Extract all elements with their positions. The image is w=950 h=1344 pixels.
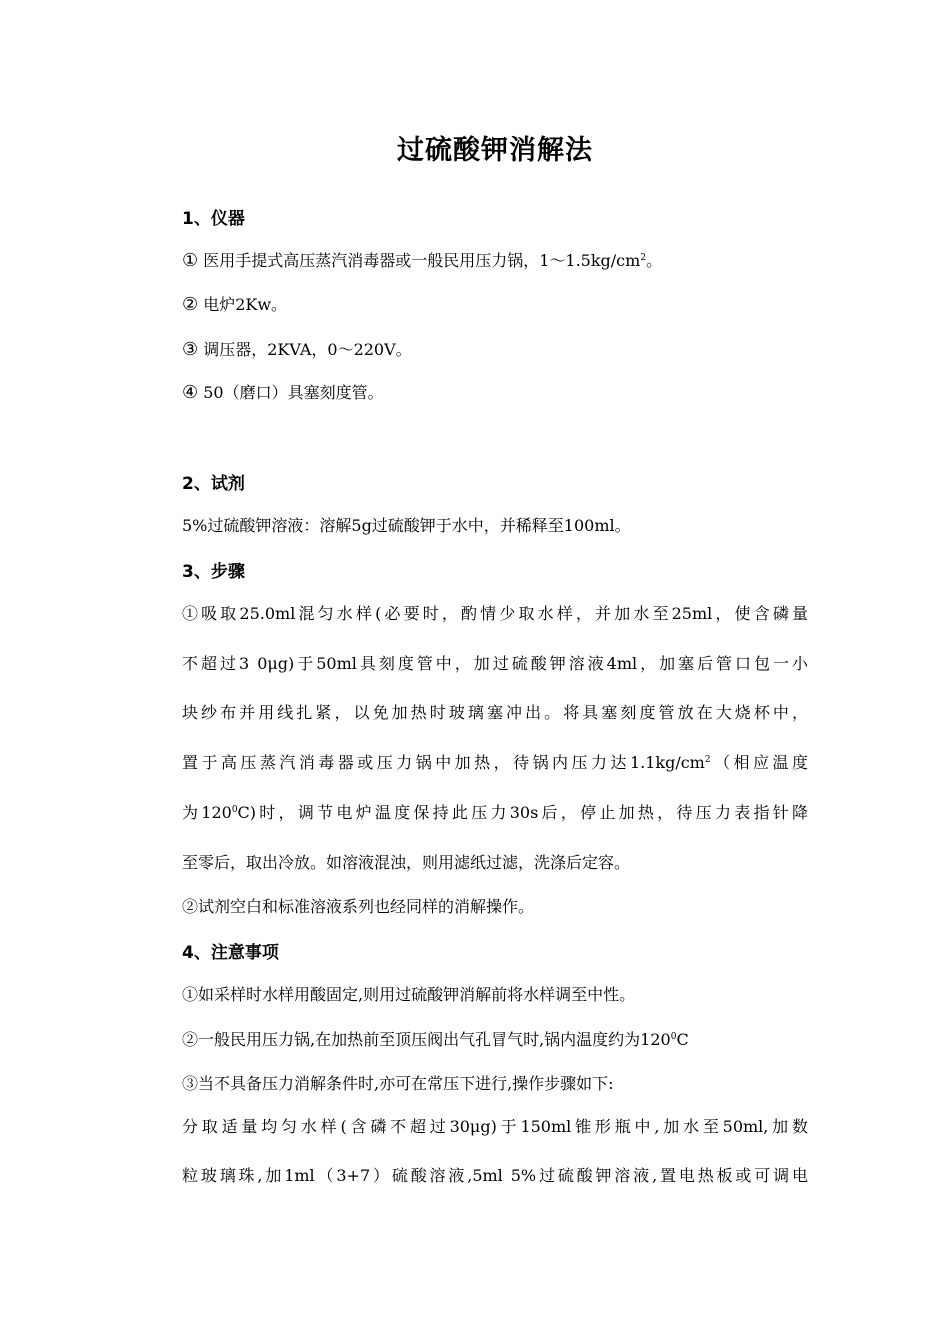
step-line-6: 至零后，取出冷放。如溶液混浊，则用滤纸过滤，洗涤后定容。	[182, 853, 631, 872]
superscript: 2	[704, 755, 711, 765]
step-line-1: ①吸取25.0ml混匀水样(必要时，酌情少取水样，并加水至25ml，使含磷量	[182, 604, 808, 623]
item-text: 医用手提式高压蒸汽消毒器或一般民用压力锅，1～1.5kg/cm	[198, 251, 641, 270]
item-text-tail: 。	[646, 251, 663, 270]
step-line-3: 块纱布并用线扎紧，以免加热时玻璃塞冲出。将具塞刻度管放在大烧杯中，	[182, 703, 808, 722]
item-number: ③	[182, 339, 199, 360]
item-text: 电炉2Kw。	[198, 295, 288, 314]
step-line-5	[182, 800, 808, 823]
section-heading-steps: 3、步骤	[182, 562, 245, 582]
step-line-2: 不超过3 0μg)于50ml具刻度管中，加过硫酸钾溶液4ml，加塞后管口包一小	[182, 654, 808, 673]
superscript: 0	[670, 1032, 677, 1042]
document-title: 过硫酸钾消解法	[397, 135, 593, 166]
section-heading-reagents: 2、试剂	[182, 474, 245, 494]
item-number: ①	[182, 250, 199, 271]
item-text: 调压器，2KVA，0～220V。	[198, 340, 412, 359]
section-heading-notes: 4、注意事项	[182, 943, 279, 963]
superscript: 2	[640, 253, 647, 263]
step-line-7: ②试剂空白和标准溶液系列也经同样的消解操作。	[182, 897, 535, 916]
reagent-text: 5%过硫酸钾溶液：溶解5g过硫酸钾于水中，并稀释至100ml。	[182, 516, 631, 535]
item-number: ④	[182, 382, 199, 403]
note-line-2-text: ②一般民用压力锅,在加热前至顶压阀出气孔冒气时,锅内温度约为120	[182, 1030, 671, 1049]
step-line-4	[182, 750, 808, 773]
note-line-3: ③当不具备压力消解条件时,亦可在常压下进行,操作步骤如下:	[182, 1074, 614, 1093]
instrument-item-4	[182, 380, 384, 403]
instrument-item-2	[182, 292, 287, 315]
instrument-item-3	[182, 337, 412, 360]
instrument-item-1	[182, 248, 662, 271]
step-line-5-tail: C)时，调节电炉温度保持此压力30s后，停止加热，待压力表指针降	[237, 803, 808, 822]
note-line-1: ①如采样时水样用酸固定,则用过硫酸钾消解前将水样调至中性。	[182, 985, 636, 1004]
step-line-5-text: 为120	[182, 803, 232, 822]
note-line-2	[182, 1027, 689, 1050]
item-text: 50（磨口）具塞刻度管。	[198, 383, 384, 402]
item-number: ②	[182, 294, 199, 315]
note-line-4: 分取适量均匀水样(含磷不超过30μg)于150ml锥形瓶中,加水至50ml,加数	[182, 1117, 808, 1136]
superscript: 0	[231, 805, 238, 815]
note-line-5: 粒玻璃珠,加1ml（3+7）硫酸溶液,5ml 5%过硫酸钾溶液,置电热板或可调电	[182, 1166, 808, 1185]
note-line-2-tail: C	[676, 1030, 689, 1049]
step-line-4-text: 置于高压蒸汽消毒器或压力锅中加热，待锅内压力达1.1kg/cm	[182, 753, 705, 772]
section-heading-instruments: 1、仪器	[182, 209, 245, 229]
step-line-4-tail: （相应温度	[710, 753, 808, 772]
